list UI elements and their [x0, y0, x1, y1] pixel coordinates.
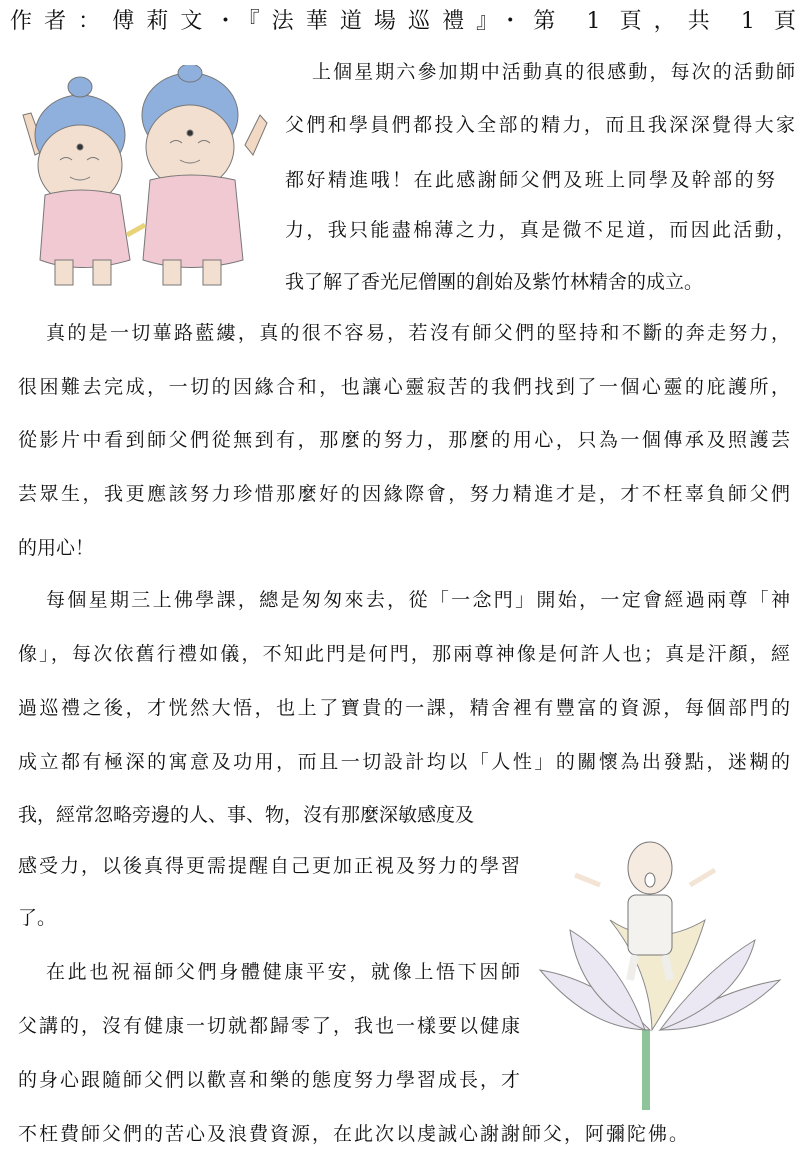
- paragraph-4-line-4: 不枉費師父們的苦心及浪費資源，在此次以虔誠心謝謝師父，阿彌陀佛。: [18, 1123, 691, 1145]
- paragraph-2-line-4: 芸眾生，我更應該努力珍惜那麼好的因緣際會，努力精進才是，才不枉辜負師父們: [18, 483, 790, 505]
- two-monks-illustration: [15, 65, 270, 295]
- document-header: 作者：傅莉文・『法華道場巡禮』・第 1 頁，共 1 頁: [10, 9, 796, 34]
- paragraph-4-line-3: 的身心跟隨師父們以歡喜和樂的態度努力學習成長，才: [18, 1069, 520, 1091]
- paragraph-4-line-1: 在此也祝福師父們身體健康平安，就像上悟下因師: [46, 961, 520, 983]
- page-info: 第 1 頁，共 1 頁: [533, 9, 796, 34]
- monk-right: [127, 65, 267, 285]
- paragraph-2-line-2: 很困難去完成，一切的因緣合和，也讓心靈寂苦的我們找到了一個心靈的庇護所，: [18, 376, 790, 398]
- paragraph-3-line-7: 了。: [18, 907, 57, 929]
- monk-left: [23, 77, 130, 285]
- paragraph-1-line-3: 都好精進哦！在此感謝師父們及班上同學及幹部的努: [285, 169, 775, 191]
- paragraph-1-line-1: 上個星期六參加期中活動真的很感動，每次的活動師: [312, 61, 795, 83]
- paragraph-3-line-1: 每個星期三上佛學課，總是匆匆來去，從「一念門」開始，一定會經過兩尊「神: [46, 589, 790, 611]
- paragraph-3-line-3: 過巡禮之後，才恍然大悟，也上了寶貴的一課，精舍裡有豐富的資源，每個部門的: [18, 697, 790, 719]
- monk-on-lotus-illustration: [530, 830, 795, 1110]
- paragraph-3-line-6: 感受力，以後真得更需提醒自己更加正視及努力的學習: [18, 855, 520, 877]
- paragraph-1-line-4: 力，我只能盡棉薄之力，真是微不足道，而因此活動，: [285, 219, 795, 241]
- paragraph-2-line-3: 從影片中看到師父們從無到有，那麼的努力，那麼的用心，只為一個傳承及照護芸: [18, 429, 790, 451]
- paragraph-2-line-5: 的用心！: [18, 537, 95, 559]
- paragraph-4-line-2: 父講的，沒有健康一切就都歸零了，我也一樣要以健康: [18, 1015, 520, 1037]
- author-label: 作者：傅莉文: [10, 9, 215, 34]
- paragraph-1-line-2: 父們和學員們都投入全部的精力，而且我深深覺得大家: [285, 114, 795, 136]
- paragraph-3-line-5: 我，經常忽略旁邊的人、事、物，沒有那麼深敏感度及: [18, 804, 475, 826]
- paragraph-1-line-5: 我了解了香光尼僧團的創始及紫竹林精舍的成立。: [285, 271, 704, 293]
- paragraph-3-line-2: 像」，每次依舊行禮如儀，不知此門是何門，那兩尊神像是何許人也；真是汗顏，經: [18, 643, 790, 665]
- paragraph-3-line-4: 成立都有極深的寓意及功用，而且一切設計均以「人性」的關懷為出發點，迷糊的: [18, 751, 790, 773]
- document-title: 『法華道場巡禮』: [248, 9, 500, 34]
- paragraph-2-line-1: 真的是一切蓽路藍縷，真的很不容易，若沒有師父們的堅持和不斷的奔走努力，: [46, 322, 790, 344]
